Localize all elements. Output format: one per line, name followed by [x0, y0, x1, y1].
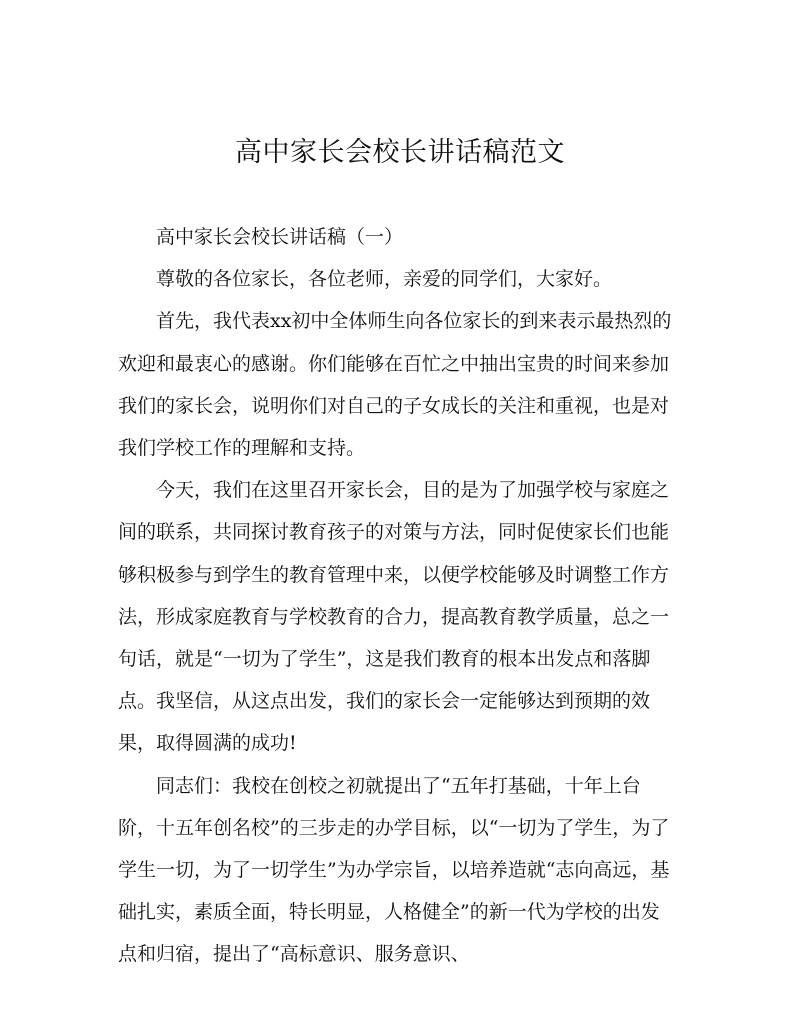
paragraph-purpose: 今天，我们在这里召开家长会，目的是为了加强学校与家庭之间的联系，共同探讨教育孩子的对策与方法，同时促使家长们也能够积极参与到学生的教育管理中来，以便学校能够及时调整工作方法，形成家庭教育与学校教育的合力，提高教育教学质量，总之一句话，就是“一切为了学生”，这是我们教育的根本出发点和落脚点。我坚信，从这点出发，我们的家长会一定能够达到预期的效果，取得圆满的成功!	[118, 479, 670, 755]
paragraph-welcome: 首先，我代表xx初中全体师生向各位家长的到来表示最热烈的欢迎和最衷心的感谢。你们能够在百忙之中抽出宝贵的时间来参加我们的家长会，说明你们对自己的子女成长的关注和重视，也是对我们学校工作的理解和支持。	[118, 310, 672, 460]
paragraph-greeting: 尊敬的各位家长，各位老师，亲爱的同学们，大家好。	[156, 268, 613, 291]
paragraph-school-goals: 同志们：我校在创校之初就提出了“五年打基础，十年上台阶，十五年创名校”的三步走的办学目标，以“一切为了学生，为了学生一切，为了一切学生”为办学宗旨，以培养造就“志向高远，基础扎实，素质全面，特长明显，人格健全”的新一代为学校的出发点和归宿，提出了“高标意识、服务意识、	[118, 774, 670, 966]
document-title: 高中家长会校长讲话稿范文	[235, 137, 565, 168]
paragraph-subtitle: 高中家长会校长讲话稿（一）	[156, 226, 404, 248]
document-body	[118, 216, 678, 976]
